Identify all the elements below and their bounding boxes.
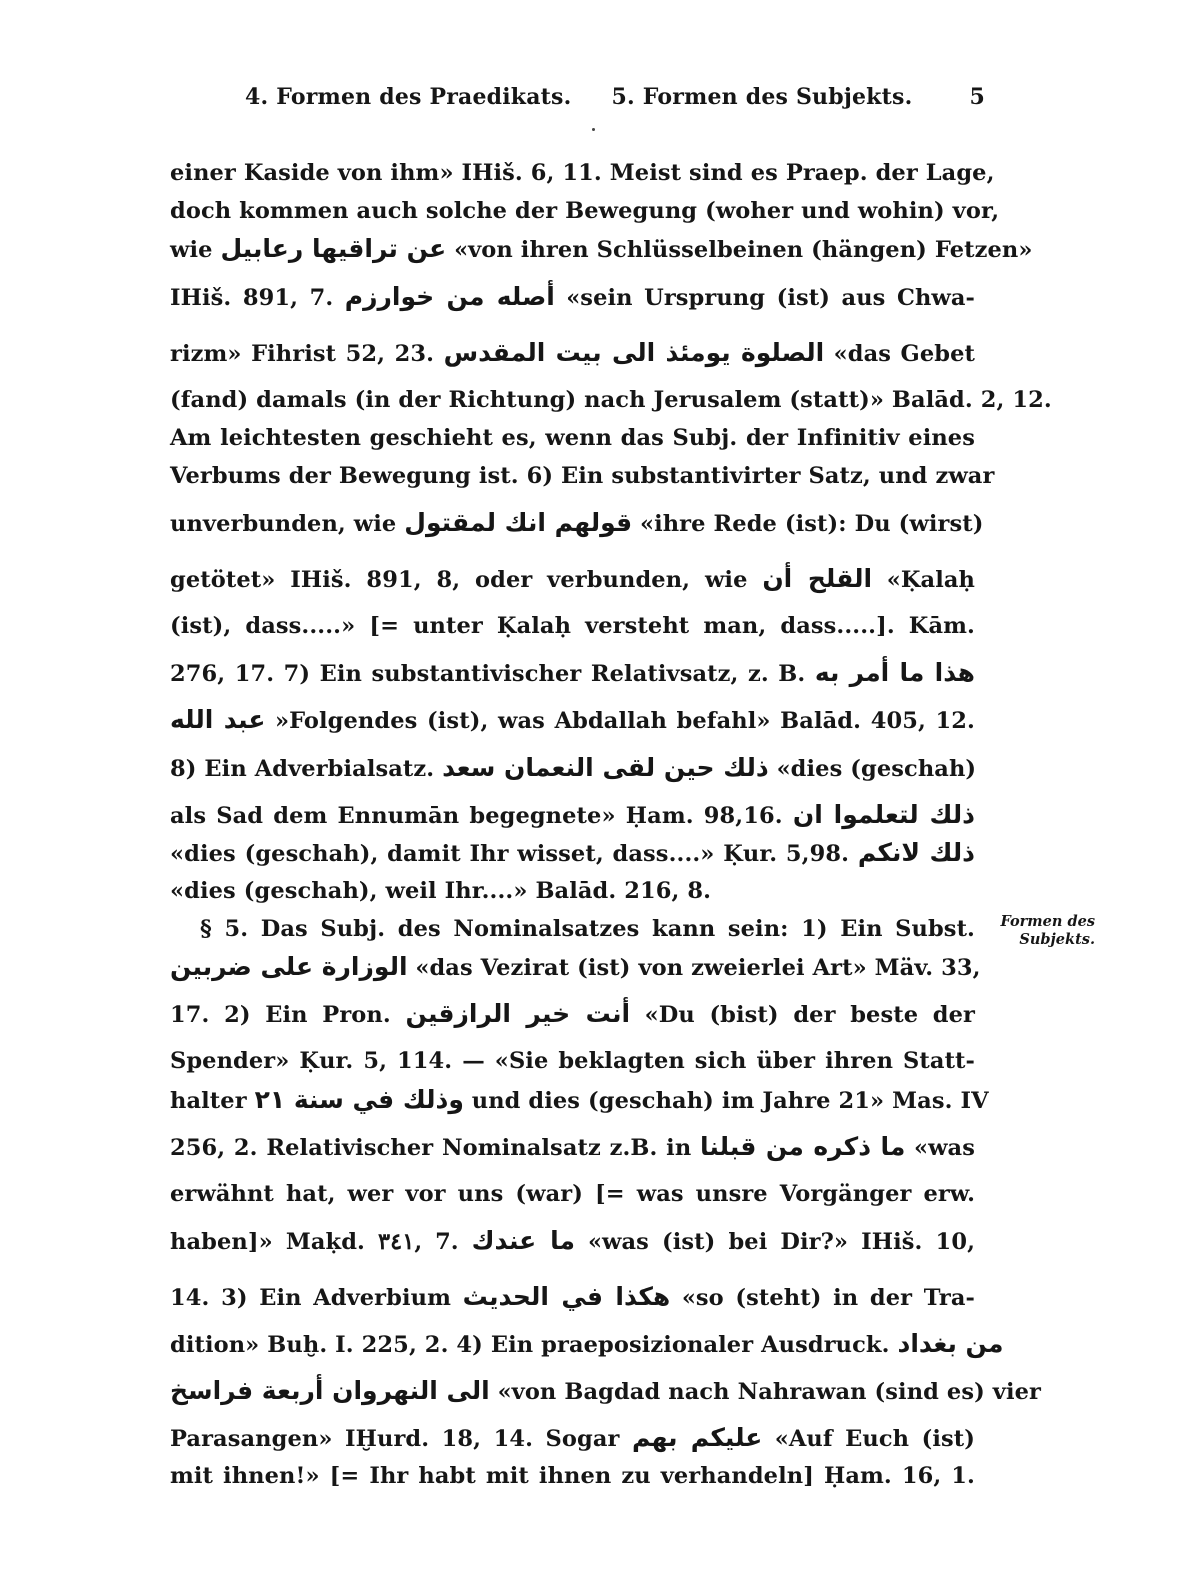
header-section-4: 4. Formen des Praedikats. bbox=[245, 84, 572, 110]
line-text-before: rizm» Fihrist 52, 23. bbox=[170, 340, 435, 367]
arabic-quote: أنت خير الرازقين bbox=[405, 999, 631, 1029]
line-text-after: und dies (geschah) im Jahre 21» Mas. IV bbox=[471, 1087, 989, 1114]
line-text: einer Kaside von ihm» IHiš. 6, 11. Meist sind es Praep. der Lage, bbox=[170, 160, 995, 186]
line-text-after: «ihre Rede (ist): Du (wirst) bbox=[640, 511, 984, 538]
text-line bbox=[170, 872, 975, 910]
line-text: (ist), dass.....» [= unter Ḳalaḥ versteht man, dass.....]. Kām. bbox=[170, 613, 975, 640]
arabic-quote: عليكم بهم bbox=[631, 1423, 763, 1453]
text-line bbox=[170, 948, 981, 986]
text-line bbox=[170, 230, 1033, 268]
line-text: erwähnt hat, wer vor uns (war) [= was unsre Vorgänger erw. bbox=[170, 1180, 975, 1207]
line-text: «dies (geschah), weil Ihr....» Balād. 216, 8. bbox=[170, 877, 712, 904]
arabic-quote: الوزارة على ضربين bbox=[170, 952, 408, 982]
arabic-quote: ذلك حين لقى النعمان سعد bbox=[442, 752, 769, 782]
line-text-after: «von ihren Schlüsselbeinen (hängen) Fetzen» bbox=[454, 237, 1033, 264]
line-text-after: «von Bagdad nach Nahrawan (sind es) vier bbox=[497, 1379, 1041, 1406]
line-text-before: 8) Ein Adverbialsatz. bbox=[170, 755, 435, 782]
line-text-after: «was bbox=[914, 1134, 975, 1161]
text-line bbox=[170, 740, 975, 796]
arabic-quote: عن تراقيها رعابيل bbox=[220, 234, 447, 264]
text-line bbox=[170, 192, 1000, 230]
text-line bbox=[170, 1081, 989, 1119]
line-text: doch kommen auch solche der Bewegung (woher und wohin) vor, bbox=[170, 198, 1000, 225]
line-text-before: als Sad dem Ennumān begegnete» Ḥam. 98,16. bbox=[170, 802, 783, 829]
line-text-before: halter bbox=[170, 1087, 247, 1114]
line-text-after: «Auf Euch (ist) bbox=[774, 1426, 975, 1453]
line-text: (fand) damals (in der Richtung) nach Jerusalem (statt)» Balād. 2, 12. bbox=[170, 386, 1052, 413]
line-text-before: Parasangen» IḪurd. 18, 14. Sogar bbox=[170, 1426, 620, 1453]
header-section-5: 5. Formen des Subjekts. bbox=[611, 84, 913, 110]
text-line bbox=[170, 154, 995, 192]
text-line bbox=[170, 1325, 1004, 1363]
line-text: mit ihnen!» [= Ihr habt mit ihnen zu verhandeln] Ḥam. 16, 1. bbox=[170, 1463, 975, 1490]
text-line bbox=[170, 495, 984, 551]
arabic-quote: ذلك لانكم bbox=[857, 837, 975, 867]
text-line bbox=[170, 457, 995, 495]
text-line bbox=[170, 1363, 1041, 1419]
margin-note-line: Formen des bbox=[1000, 913, 1095, 930]
arabic-quote: الصلوة يومئذ الى بيت المقدس bbox=[443, 337, 825, 367]
arabic-quote: وذلك في سنة ٢١ bbox=[254, 1084, 464, 1114]
header-dot bbox=[592, 128, 595, 131]
arabic-quote: القلح أن bbox=[762, 564, 873, 594]
text-line bbox=[170, 551, 975, 607]
line-text-before: 17. 2) Ein Pron. bbox=[170, 1002, 391, 1029]
text-line bbox=[170, 1175, 975, 1213]
line-text-before: dition» Buḫ. I. 225, 2. 4) Ein praeposizionaler Ausdruck. bbox=[170, 1332, 890, 1358]
arabic-quote: ذلك لتعلموا ان bbox=[792, 799, 976, 829]
line-text-after: «dies (geschah) bbox=[776, 755, 977, 782]
text-line bbox=[170, 1419, 975, 1457]
text-line bbox=[170, 796, 975, 834]
line-text-before: wie bbox=[170, 237, 213, 264]
page-number: 5 bbox=[969, 84, 985, 110]
running-header bbox=[245, 84, 985, 120]
arabic-quote: أصله من خوارزم bbox=[344, 281, 555, 311]
line-text-after: «sein Ursprung (ist) aus Chwa- bbox=[566, 284, 975, 311]
line-text-after: «das Vezirat (ist) von zweierlei Art» Mäv. 33, bbox=[415, 955, 981, 982]
text-line bbox=[170, 1119, 975, 1175]
line-text-before: getötet» IHiš. 891, 8, oder verbunden, wie bbox=[170, 567, 748, 594]
line-text: Spender» Ḳur. 5, 114. — «Sie beklagten sich über ihren Statt- bbox=[170, 1048, 975, 1075]
text-line bbox=[170, 325, 975, 381]
line-text-before: unverbunden, wie bbox=[170, 511, 397, 538]
line-text-after: «Du (bist) der beste der bbox=[644, 1002, 975, 1029]
line-text-before: 256, 2. Relativischer Nominalsatz z.B. in bbox=[170, 1134, 692, 1161]
text-line bbox=[170, 419, 975, 457]
margin-note-line: Subjekts. bbox=[1019, 931, 1095, 948]
arabic-quote: من بغداد bbox=[897, 1329, 1004, 1358]
arabic-quote: هذا ما أمر به bbox=[814, 658, 976, 688]
arabic-quote: هكذا في الحديث bbox=[462, 1282, 671, 1311]
line-text: Am leichtesten geschieht es, wenn das Subj. der Infinitiv eines bbox=[170, 424, 975, 451]
text-line bbox=[170, 1457, 975, 1495]
arabic-quote: ما ذكره من قبلنا bbox=[700, 1131, 906, 1161]
text-line bbox=[170, 910, 975, 948]
line-text-before: IHiš. 891, 7. bbox=[170, 284, 334, 311]
line-text-before: haben]» Maḳd. ٣٤١, 7. bbox=[170, 1229, 459, 1255]
arabic-quote: عبد الله bbox=[170, 705, 266, 735]
running-title bbox=[245, 84, 912, 110]
text-line bbox=[170, 834, 975, 872]
arabic-quote: ما عندك bbox=[471, 1226, 575, 1255]
line-text: Verbums der Bewegung ist. 6) Ein substantivirter Satz, und zwar bbox=[170, 462, 995, 489]
line-text-after: »Folgendes (ist), was Abdallah befahl» Balād. 405, 12. bbox=[275, 708, 975, 735]
margin-note bbox=[985, 913, 1095, 949]
line-text-before: 14. 3) Ein Adverbium bbox=[170, 1285, 451, 1311]
text-line bbox=[170, 1042, 975, 1080]
line-text-before: «dies (geschah), damit Ihr wisset, dass....» Ḳur. 5,98. bbox=[170, 840, 850, 867]
text-line bbox=[170, 986, 975, 1042]
line-text-after: «das Gebet bbox=[833, 340, 976, 367]
text-line bbox=[170, 645, 975, 701]
arabic-quote: الى النهروان أربعة فراسخ bbox=[170, 1376, 490, 1406]
arabic-quote: قولهم انك لمقتول bbox=[404, 508, 633, 538]
line-text-after: «was (ist) bei Dir?» IHiš. 10, bbox=[587, 1229, 976, 1255]
line-text: § 5. Das Subj. des Nominalsatzes kann sein: 1) Ein Subst. bbox=[200, 916, 975, 943]
text-line bbox=[170, 1213, 975, 1269]
text-line bbox=[170, 1269, 975, 1325]
text-line bbox=[170, 607, 975, 645]
text-line bbox=[170, 269, 975, 325]
text-line bbox=[170, 381, 1052, 419]
line-text-before: 276, 17. 7) Ein substantivischer Relativsatz, z. B. bbox=[170, 661, 806, 688]
line-text-after: «Ḳalaḥ bbox=[886, 567, 975, 594]
text-line bbox=[170, 701, 975, 739]
line-text-after: «so (steht) in der Tra- bbox=[681, 1285, 975, 1311]
